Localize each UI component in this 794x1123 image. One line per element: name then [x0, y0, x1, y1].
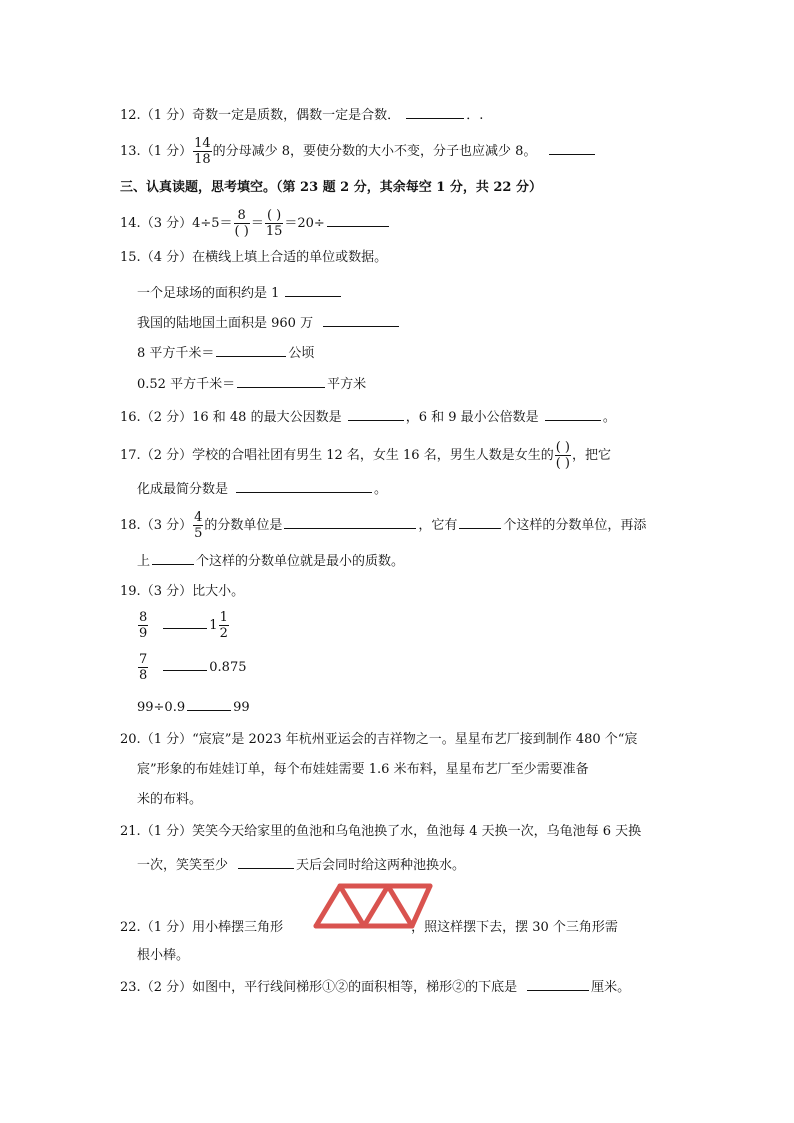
- q14-tail: ＝20÷: [284, 216, 325, 231]
- q13-frac-denominator: 18: [194, 152, 211, 167]
- q18-blank-1[interactable]: [284, 514, 416, 529]
- q14-fraction-1: [234, 208, 250, 239]
- q19-r1-numerator: 8: [139, 610, 148, 625]
- q17-frac-numerator[interactable]: ( ): [555, 440, 570, 455]
- q20-points: （1 分）: [140, 732, 193, 747]
- question-16: [120, 406, 616, 428]
- question-15: [120, 248, 387, 268]
- question-14: [120, 208, 391, 239]
- question-18: [120, 510, 646, 541]
- q18-frac-numerator: 4: [194, 510, 203, 525]
- question-22: [120, 918, 618, 938]
- q14-f1-denominator[interactable]: ( ): [234, 224, 249, 239]
- q19-r2-left-fraction: [138, 652, 148, 683]
- q18-text-e: 个这样的分数单位就是最小的质数。: [196, 554, 405, 569]
- q22-points: （1 分）: [140, 920, 193, 935]
- q20-line-3: 米的布料。: [137, 792, 203, 807]
- q19-r3-right: 99: [233, 700, 250, 715]
- q17-number: 17.: [120, 448, 141, 463]
- q18-blank-3[interactable]: [152, 550, 194, 565]
- q16-blank-1[interactable]: [348, 406, 404, 421]
- q17-text-d: 。: [374, 482, 388, 497]
- q21-line-2-text-a: 一次，笑笑至少: [137, 858, 229, 873]
- q15-line-3: [137, 342, 314, 364]
- q16-text-b: ，6 和 9 最小公倍数是: [405, 410, 539, 425]
- q21-line-1: 笑笑今天给家里的鱼池和乌龟池换了水，鱼池每 4 天换一次，乌龟池每 6 天换: [192, 824, 642, 839]
- q19-r1-left-fraction: [138, 610, 148, 641]
- q14-f2-denominator: 15: [265, 224, 283, 239]
- question-17: [120, 440, 611, 471]
- section-3-heading: 三、认真读题，思考填空。（第 23 题 2 分，其余每空 1 分，共 22 分）: [120, 180, 542, 195]
- q16-blank-2[interactable]: [545, 406, 601, 421]
- q23-text-b: 厘米。: [591, 980, 631, 995]
- q15-line-1: [137, 282, 343, 304]
- q19-r1-denominator: 9: [139, 626, 148, 641]
- q19-r1-right-denominator: 2: [219, 626, 228, 641]
- q12-text: 奇数一定是质数，偶数一定是合数．: [192, 108, 401, 123]
- q13-text: 的分母减少 8，要使分数的大小不变，分子也应减少 8。: [212, 144, 537, 159]
- q15-points: （4 分）: [140, 250, 193, 265]
- q15-line-1-text: 一个足球场的面积约是 1: [137, 286, 280, 301]
- q19-blank-1[interactable]: [163, 614, 207, 629]
- q18-line-2: [137, 550, 404, 572]
- q18-text-a: 的分数单位是: [204, 518, 283, 533]
- q14-number: 14.: [120, 216, 141, 231]
- q14-f2-numerator[interactable]: ( ): [266, 208, 282, 223]
- q20-line-1: “宸宸”是 2023 年杭州亚运会的吉祥物之一。星星布艺厂接到制作 480 个“宸: [192, 732, 638, 747]
- q21-line-2: [137, 854, 465, 876]
- q15-line-4: [137, 373, 366, 395]
- q18-text-d: 上: [137, 554, 151, 569]
- q17-points: （2 分）: [140, 448, 193, 463]
- question-23: [120, 976, 630, 998]
- q18-number: 18.: [120, 518, 141, 533]
- q12-number: 12.: [120, 108, 141, 123]
- q21-line-2-text-b: 天后会同时给这两种池换水。: [296, 858, 466, 873]
- q16-text-a: 16 和 48 的最大公因数是: [192, 410, 342, 425]
- question-13: [120, 136, 597, 167]
- q14-fraction-2: [265, 208, 284, 239]
- question-19: [120, 582, 244, 602]
- q19-blank-3[interactable]: [187, 696, 231, 711]
- q13-fraction: [193, 136, 212, 167]
- q17-text-b: ，把它: [572, 448, 612, 463]
- q15-blank-4[interactable]: [237, 373, 325, 388]
- q22-line-2: 根小棒。: [137, 948, 190, 963]
- q15-line-3-text: 8 平方千米＝: [137, 346, 215, 361]
- q22-number: 22.: [120, 920, 141, 935]
- q15-line-4-unit: 平方米: [327, 377, 367, 392]
- q19-row-2: [137, 652, 247, 683]
- q23-number: 23.: [120, 980, 141, 995]
- q17-frac-denominator[interactable]: ( ): [555, 456, 570, 471]
- q15-blank-1[interactable]: [285, 282, 341, 297]
- q17-blank[interactable]: [236, 478, 372, 493]
- q13-points: （1 分）: [140, 144, 193, 159]
- q17-line-2: [137, 478, 387, 500]
- q14-points: （3 分）: [140, 216, 193, 231]
- q16-text-c: 。: [602, 410, 616, 425]
- q21-blank[interactable]: [238, 854, 294, 869]
- q19-r2-numerator: 7: [139, 652, 148, 667]
- q14-eq: ＝: [250, 216, 264, 231]
- q13-answer-blank[interactable]: [549, 140, 595, 155]
- q15-number: 15.: [120, 250, 141, 265]
- q21-points: （1 分）: [140, 824, 193, 839]
- question-20: [120, 730, 637, 750]
- q17-text-a: 学校的合唱社团有男生 12 名，女生 16 名，男生人数是女生的: [192, 448, 554, 463]
- q19-blank-2[interactable]: [163, 656, 207, 671]
- q19-text: 比大小。: [192, 584, 245, 599]
- q16-number: 16.: [120, 410, 141, 425]
- q15-text: 在横线上填上合适的单位或数据。: [192, 250, 388, 265]
- q19-r1-whole: 1: [209, 618, 218, 633]
- q15-blank-2[interactable]: [323, 312, 399, 327]
- q20-line-2: 宸”形象的布娃娃订单，每个布娃娃需要 1.6 米布料，星星布艺厂至少需要准备: [137, 762, 589, 777]
- q12-points: （1 分）: [140, 108, 193, 123]
- q23-points: （2 分）: [140, 980, 193, 995]
- q18-blank-2[interactable]: [459, 514, 501, 529]
- q19-row-1: [137, 610, 230, 641]
- q20-number: 20.: [120, 732, 141, 747]
- q13-number: 13.: [120, 144, 141, 159]
- q19-number: 19.: [120, 584, 141, 599]
- q23-text-a: 如图中，平行线间梯形①②的面积相等，梯形②的下底是: [192, 980, 518, 995]
- q15-line-4-text: 0.52 平方千米＝: [137, 377, 236, 392]
- q23-blank[interactable]: [527, 976, 589, 991]
- q19-r1-right-fraction: [219, 610, 229, 641]
- q21-number: 21.: [120, 824, 141, 839]
- q15-line-3-unit: 公顷: [288, 346, 315, 361]
- q22-text-a: 用小棒摆三角形: [192, 920, 284, 935]
- q15-blank-3[interactable]: [216, 342, 286, 357]
- q12-tail: ．.: [466, 108, 484, 123]
- q16-points: （2 分）: [140, 410, 193, 425]
- question-12: [120, 104, 483, 126]
- q22-text-b: ，照这样摆下去，摆 30 个三角形需: [411, 920, 618, 935]
- q19-points: （3 分）: [140, 584, 193, 599]
- q18-fraction: [193, 510, 203, 541]
- q18-text-c: 个这样的分数单位，再添: [503, 518, 647, 533]
- q17-text-c: 化成最简分数是: [137, 482, 229, 497]
- q14-answer-blank[interactable]: [327, 212, 389, 227]
- q14-f1-numerator: 8: [237, 208, 246, 223]
- q14-lead: 4÷5＝: [192, 216, 233, 231]
- q17-fraction-blank[interactable]: [555, 440, 571, 471]
- q18-points: （3 分）: [140, 518, 193, 533]
- q19-r2-denominator: 8: [139, 668, 148, 683]
- q19-r1-right-numerator: 1: [219, 610, 228, 625]
- q13-frac-numerator: 14: [194, 136, 211, 151]
- q15-line-2: [137, 312, 401, 334]
- q19-r3-left: 99÷0.9: [137, 700, 186, 715]
- q12-answer-blank[interactable]: [406, 104, 464, 119]
- q19-row-3: [137, 696, 250, 718]
- question-21: [120, 822, 641, 842]
- q18-frac-denominator: 5: [194, 526, 203, 541]
- q19-r2-right: 0.875: [209, 660, 247, 675]
- q18-text-b: ，它有: [418, 518, 458, 533]
- q15-line-2-text: 我国的陆地国土面积是 960 万: [137, 316, 314, 331]
